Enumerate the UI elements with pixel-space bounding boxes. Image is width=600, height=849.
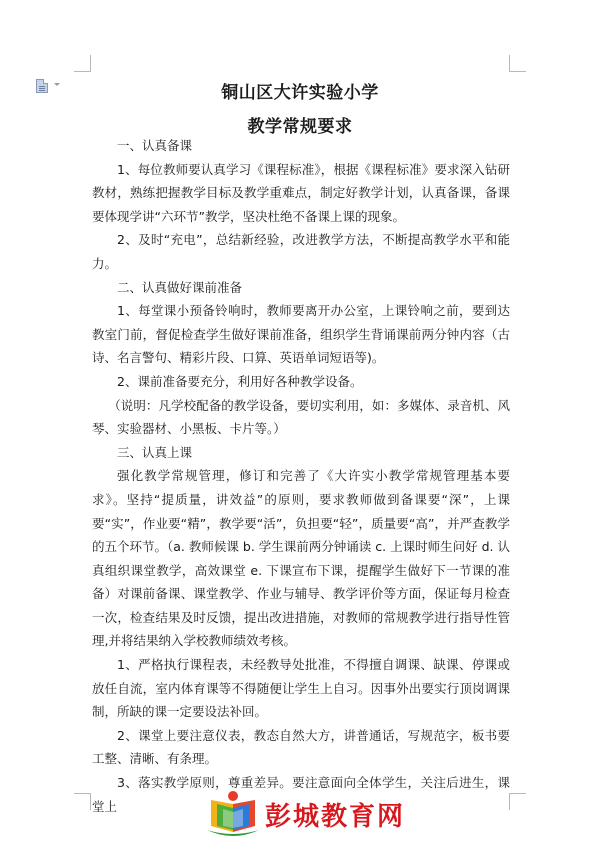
- crop-mark-bottom-left: [74, 793, 91, 810]
- crop-mark-top-left: [74, 55, 91, 72]
- document-title: 铜山区大许实验小学: [221, 83, 379, 103]
- open-book-icon: [203, 790, 263, 838]
- section-heading: 一、认真备课: [117, 138, 193, 153]
- body-paragraph: 强化教学常规管理，修订和完善了《大许实小教学常规管理基本要求》。坚持“提质量，讲效益”的原则，要求教师做到备课要“深”，上课要“实”，作业要“精”，教学要“活”，负担要“轻”，质量要“高”，并严查教学的五个环节。（a. 教师候课 b. 学生课前两分钟诵读 c. 上课时师生问好 d. 认真组织课堂教学，高效课堂 e. 下课宣布下课，提醒学生做好下一节课的准备）对课前备课、课堂教学、作业与辅导、教学评价等方面，保证每月检查一次，检查结果及时反馈，提出改进措施，对教师的常规教学进行指导性管理,并将结果纳入学校教师绩效考核。: [92, 468, 510, 649]
- section-heading: 三、认真上课: [117, 444, 193, 460]
- crop-mark-top-right: [509, 55, 526, 72]
- body-paragraph: 2、及时“充电”，总结新经验，改进教学方法，不断提高教学水平和能力。: [92, 232, 510, 271]
- body-paragraph: 2、课堂上要注意仪表，教态自然大方，讲普通话，写规范字，板书要工整、清晰、有条理。: [92, 727, 510, 767]
- body-paragraph: 2、课前准备要充分，利用好各种教学设备。: [117, 373, 363, 389]
- document-icon[interactable]: [36, 79, 48, 93]
- body-paragraph: 1、每堂课小预备铃响时，教师要离开办公室，上课铃响之前，要到达教室门前，督促检查学生做好课前准备，组织学生背诵课前两分钟内容（古诗、名言警句、精彩片段、口算、英语单词短语等)。: [92, 303, 510, 366]
- document-subtitle: 教学常规要求: [247, 117, 353, 137]
- section-heading: 二、认真做好课前准备: [117, 279, 243, 295]
- watermark-text: 彭城教育网: [265, 802, 406, 832]
- note-paragraph: （说明：凡学校配备的教学设备，要切实利用，如：多媒体、录音机、风琴、实验器材、小黑板、卡片等。）: [92, 397, 510, 437]
- document-body: [92, 134, 510, 818]
- crop-mark-bottom-right: [509, 793, 526, 810]
- body-paragraph: 1、每位教师要认真学习《课程标准》，根据《课程标准》要求深入钻研教材，熟练把握教学目标及教学重难点，制定好教学计划，认真备课，备课要体现学讲“六环节”教学，坚决杜绝不备课上课的现象。: [92, 161, 510, 224]
- body-paragraph: 3、落实教学原则，尊重差异。要注意面向全体学生，关注后进生，课堂上: [92, 775, 510, 814]
- body-paragraph: 1、严格执行课程表，未经教导处批准，不得擅自调课、缺课、停课或放任自流，室内体育课等不得随便让学生上自习。因事外出要实行顶岗调课制，所缺的课一定要设法补回。: [92, 657, 510, 720]
- chevron-down-icon[interactable]: [54, 83, 60, 86]
